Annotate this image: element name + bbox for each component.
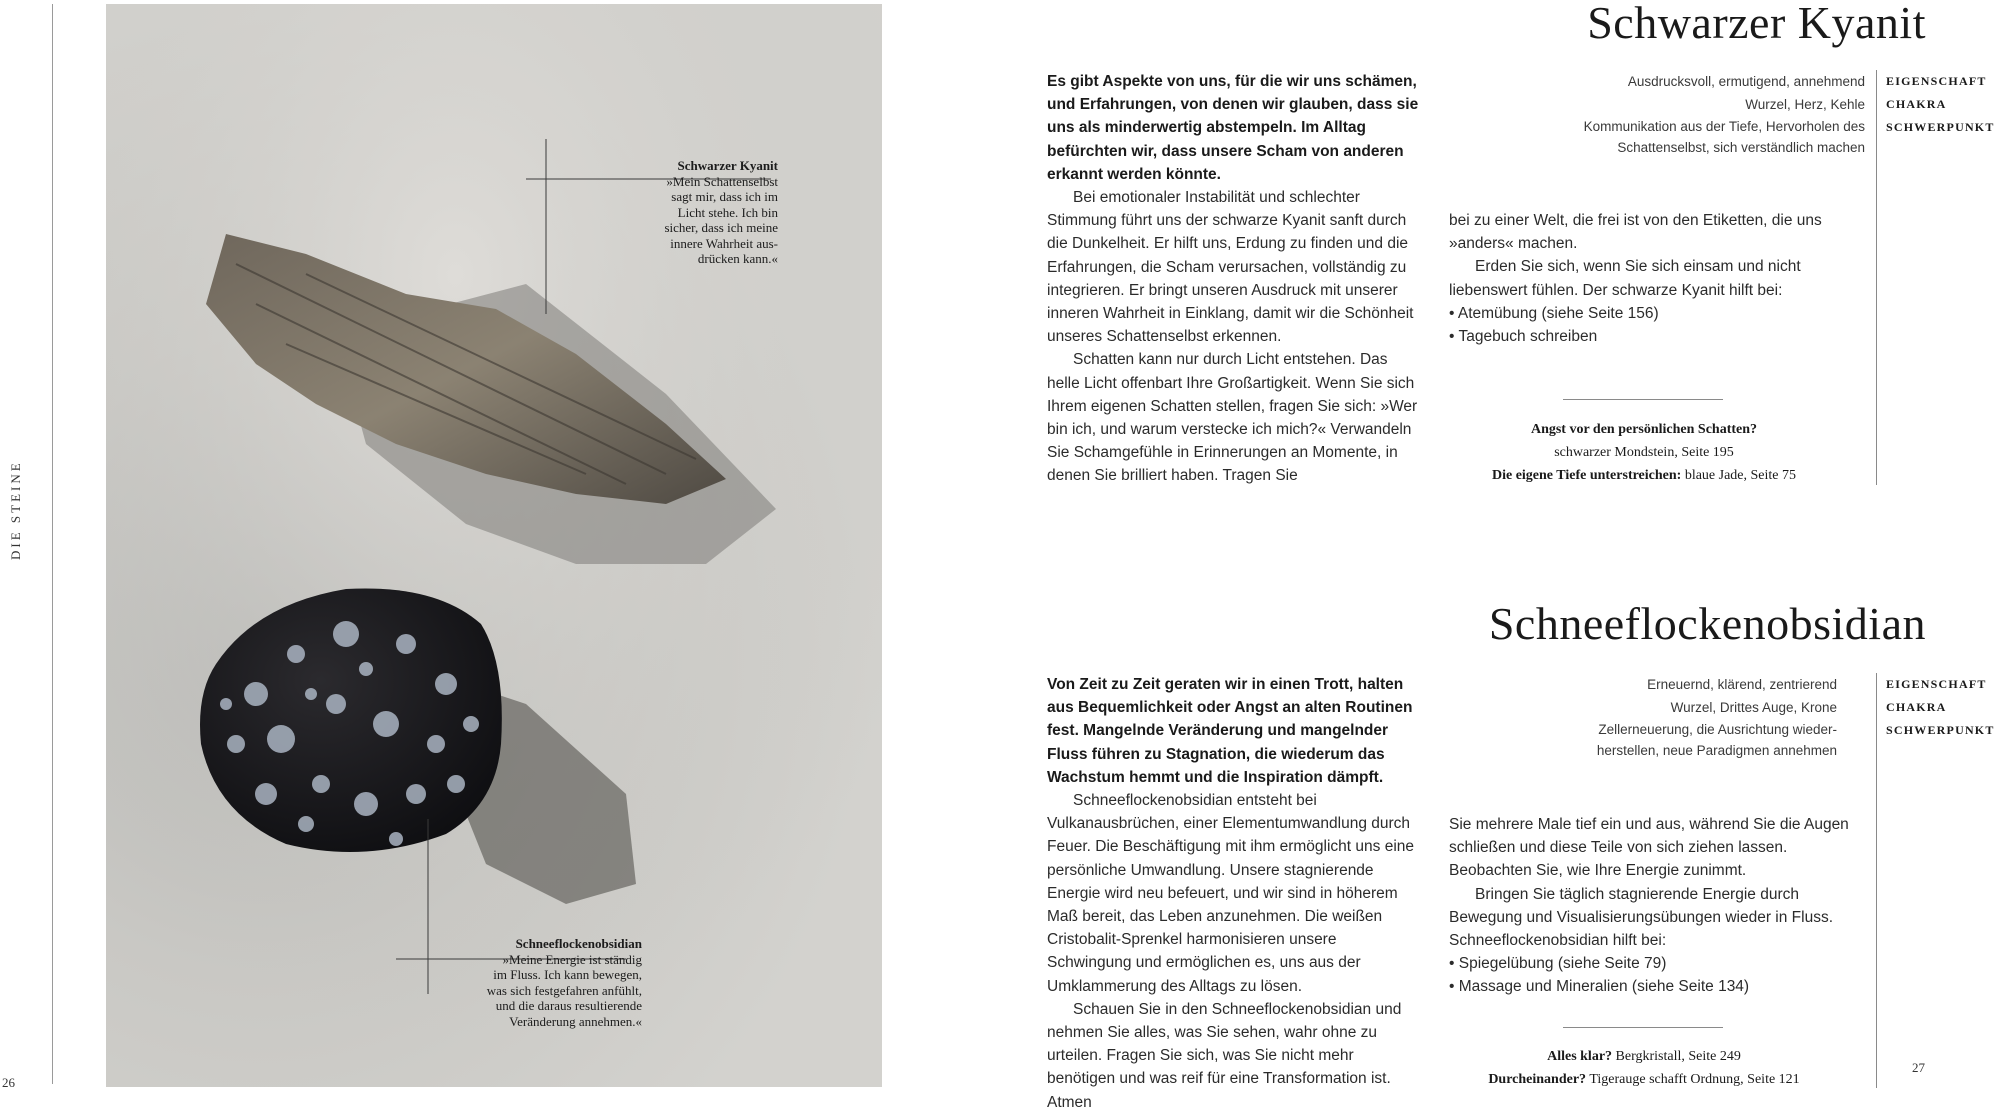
caption-obsidian-line: was sich festgefahren anfühlt, [486, 982, 642, 998]
obsidian-properties [1597, 673, 1837, 761]
kyanit-ref-question: Angst vor den persönlichen Schatten? [1530, 422, 1758, 437]
kyanit-eigenschaft-value: Ausdrucksvoll, ermutigend, annehmend [1627, 74, 1865, 89]
obsidian-bullet: • Spiegelübung (siehe Seite 79) [1449, 955, 1667, 973]
label-eigenschaft: EIGENSCHAFT [1886, 677, 1987, 691]
obsidian-ref-answer: Bergkristall, Seite 249 [1615, 1049, 1741, 1064]
obsidian-paragraph: Sie mehrere Male tief ein und aus, während Sie die Augen schließen und diese Teile von sich ziehen lassen. Beobachten Sie, wie Ihre Energie zunimmt. [1449, 816, 1849, 880]
caption-obsidian-line: und die daraus resultierende [495, 998, 642, 1013]
obsidian-sidebar-rule [1876, 673, 1877, 1088]
kyanit-sidebar-rule [1876, 70, 1877, 485]
obsidian-paragraph: Schauen Sie in den Schneeflockenobsidian und nehmen Sie alles, was Sie sehen, wahr ohne zu urteilen. Fragen Sie sich, was Sie nicht mehr benötigen und was reif für eine Transformation ist. Atmen [1047, 1000, 1402, 1111]
caption-kyanit-title: Schwarzer Kyanit [677, 158, 778, 173]
obsidian-lead-paragraph: Von Zeit zu Zeit geraten wir in einen Trott, halten aus Bequemlichkeit oder Angst an alten Routinen fest. Mangelnde Veränderung und mangelnder Fluss führen zu Stagnation, die wiederum das Wachstum hemmt und die Inspiration dämpft. [1047, 676, 1413, 786]
stones-photo [106, 4, 882, 1087]
obsidian-refs-divider [1563, 1027, 1723, 1028]
obsidian-paragraph: Schneeflockenobsidian entsteht bei Vulkanausbrüchen, einer Elementumwandlung durch Feuer. Die Beschäftigung mit ihm ermöglicht uns eine persönliche Umwandlung. Unsere stagnierende Energie wird neu befeuert, und wir sind in höherem Maß bereit, das Leben anzunehmen. Die weißen Cristobalit-Sprenkel harmonisieren unsere Schwingung und ermöglichen es, uns aus der Umklammerung des Alltags zu lösen. [1047, 792, 1415, 995]
obsidian-column-1 [1047, 673, 1421, 1114]
obsidian-cross-references [1449, 1045, 1839, 1091]
kyanit-chakra-value: Wurzel, Herz, Kehle [1745, 97, 1865, 112]
caption-obsidian-line: im Fluss. Ich kann bewegen, [493, 967, 642, 982]
obsidian-schwerpunkt-value: Zellerneuerung, die Ausrichtung wieder- [1598, 722, 1837, 737]
kyanit-schwerpunkt-value: Schattenselbst, sich verständlich machen [1617, 140, 1865, 155]
caption-kyanit-line: sagt mir, dass ich im [671, 189, 778, 204]
kyanit-cross-references [1449, 418, 1839, 487]
kyanit-bullet: • Atemübung (siehe Seite 156) [1449, 304, 1659, 322]
kyanit-ref-answer: blaue Jade, Seite 75 [1684, 468, 1797, 483]
caption-kyanit-line: sicher, dass ich meine [664, 220, 778, 235]
obsidian-column-2 [1449, 813, 1849, 999]
kyanit-bullet: • Tagebuch schreiben [1449, 328, 1598, 346]
caption-obsidian-line: »Meine Energie ist ständig [502, 951, 642, 967]
heading-schwarzer-kyanit: Schwarzer Kyanit [1587, 0, 1926, 48]
kyanit-refs-divider [1563, 399, 1723, 400]
heading-schneeflockenobsidian: Schneeflockenobsidian [1488, 598, 1926, 649]
obsidian-bullet: • Massage und Mineralien (siehe Seite 134) [1449, 978, 1750, 996]
label-eigenschaft: EIGENSCHAFT [1886, 74, 1987, 88]
caption-kyanit-line: drücken kann.« [697, 251, 778, 266]
obsidian-chakra-value: Wurzel, Drittes Auge, Krone [1670, 700, 1837, 715]
caption-kyanit-line: innere Wahrheit aus- [670, 235, 778, 251]
obsidian-ref-answer: Tigerauge schafft Ordnung, Seite 121 [1589, 1072, 1800, 1087]
label-chakra: CHAKRA [1886, 97, 1947, 111]
kyanit-paragraph: Schatten kann nur durch Licht entstehen. Das helle Licht offenbart Ihre Großartigkeit. Wenn Sie sich Ihrem eigenen Schatten stellen, fragen Sie sich: »Wer bin ich, und warum verstecke ich mich?« Verwandeln Sie Schamgefühle in Erinnerungen an Momente, in denen Sie brilliert haben. Tragen Sie [1047, 351, 1418, 485]
page-number-left: 26 [2, 1075, 15, 1090]
running-section-label: DIE STEINE [8, 460, 23, 560]
label-chakra: CHAKRA [1886, 700, 1947, 714]
caption-obsidian [356, 936, 642, 1029]
obsidian-paragraph: Bringen Sie täglich stagnierende Energie durch Bewegung und Visualisierungsübungen wieder in Fluss. Schneeflockenobsidian hilft bei: [1449, 885, 1834, 950]
caption-obsidian-line: Veränderung annehmen.« [509, 1013, 642, 1029]
label-schwerpunkt: SCHWERPUNKT [1886, 723, 1995, 737]
kyanit-ref-answer: schwarzer Mondstein, Seite 195 [1554, 445, 1734, 460]
kyanit-schwerpunkt-value: Kommunikation aus der Tiefe, Hervorholen des [1583, 119, 1865, 134]
obsidian-ref-question: Durcheinander? [1488, 1072, 1587, 1087]
kyanit-property-labels [1886, 70, 1995, 139]
page-number-right: 27 [1912, 1060, 1925, 1075]
kyanit-column-1 [1047, 70, 1419, 488]
caption-kyanit-line: »Mein Schattenselbst [666, 173, 778, 189]
caption-kyanit-line: Licht stehe. Ich bin [677, 204, 778, 220]
label-schwerpunkt: SCHWERPUNKT [1886, 120, 1995, 134]
page-margin-rule [52, 4, 53, 1084]
caption-obsidian-title: Schneeflockenobsidian [515, 936, 642, 951]
kyanit-ref-question: Die eigene Tiefe unterstreichen: [1491, 468, 1682, 483]
obsidian-schwerpunkt-value: herstellen, neue Paradigmen annehmen [1596, 743, 1837, 758]
kyanit-column-2 [1449, 209, 1869, 348]
caption-kyanit [486, 158, 778, 267]
obsidian-property-labels [1886, 673, 1995, 742]
obsidian-ref-question: Alles klar? [1547, 1049, 1613, 1064]
kyanit-paragraph: Bei emotionaler Instabilität und schlechter Stimmung führt uns der schwarze Kyanit sanft durch die Dunkelheit. Er hilft uns, Erdung zu finden und die Erfahrungen, die Scham verursachen, vollständig zu integrieren. Er bringt unseren Ausdruck mit unserer inneren Wahrheit in Einklang, damit wir die Schönheit unseres Schattenselbst erkennen. [1047, 189, 1414, 346]
kyanit-paragraph: Erden Sie sich, wenn Sie sich einsam und nicht liebenswert fühlen. Der schwarze Kyanit hilft bei: [1449, 258, 1801, 299]
kyanit-properties [1584, 70, 1865, 158]
kyanit-paragraph: bei zu einer Welt, die frei ist von den Etiketten, die uns »anders« machen. [1449, 212, 1822, 253]
kyanit-lead-paragraph: Es gibt Aspekte von uns, für die wir uns schämen, und Erfahrungen, von denen wir glauben, dass sie uns als minderwertig abstempeln. Im Alltag befürchten wir, dass unsere Scham von anderen erkannt werden könnte. [1047, 73, 1419, 183]
obsidian-eigenschaft-value: Erneuernd, klärend, zentrierend [1647, 677, 1837, 692]
